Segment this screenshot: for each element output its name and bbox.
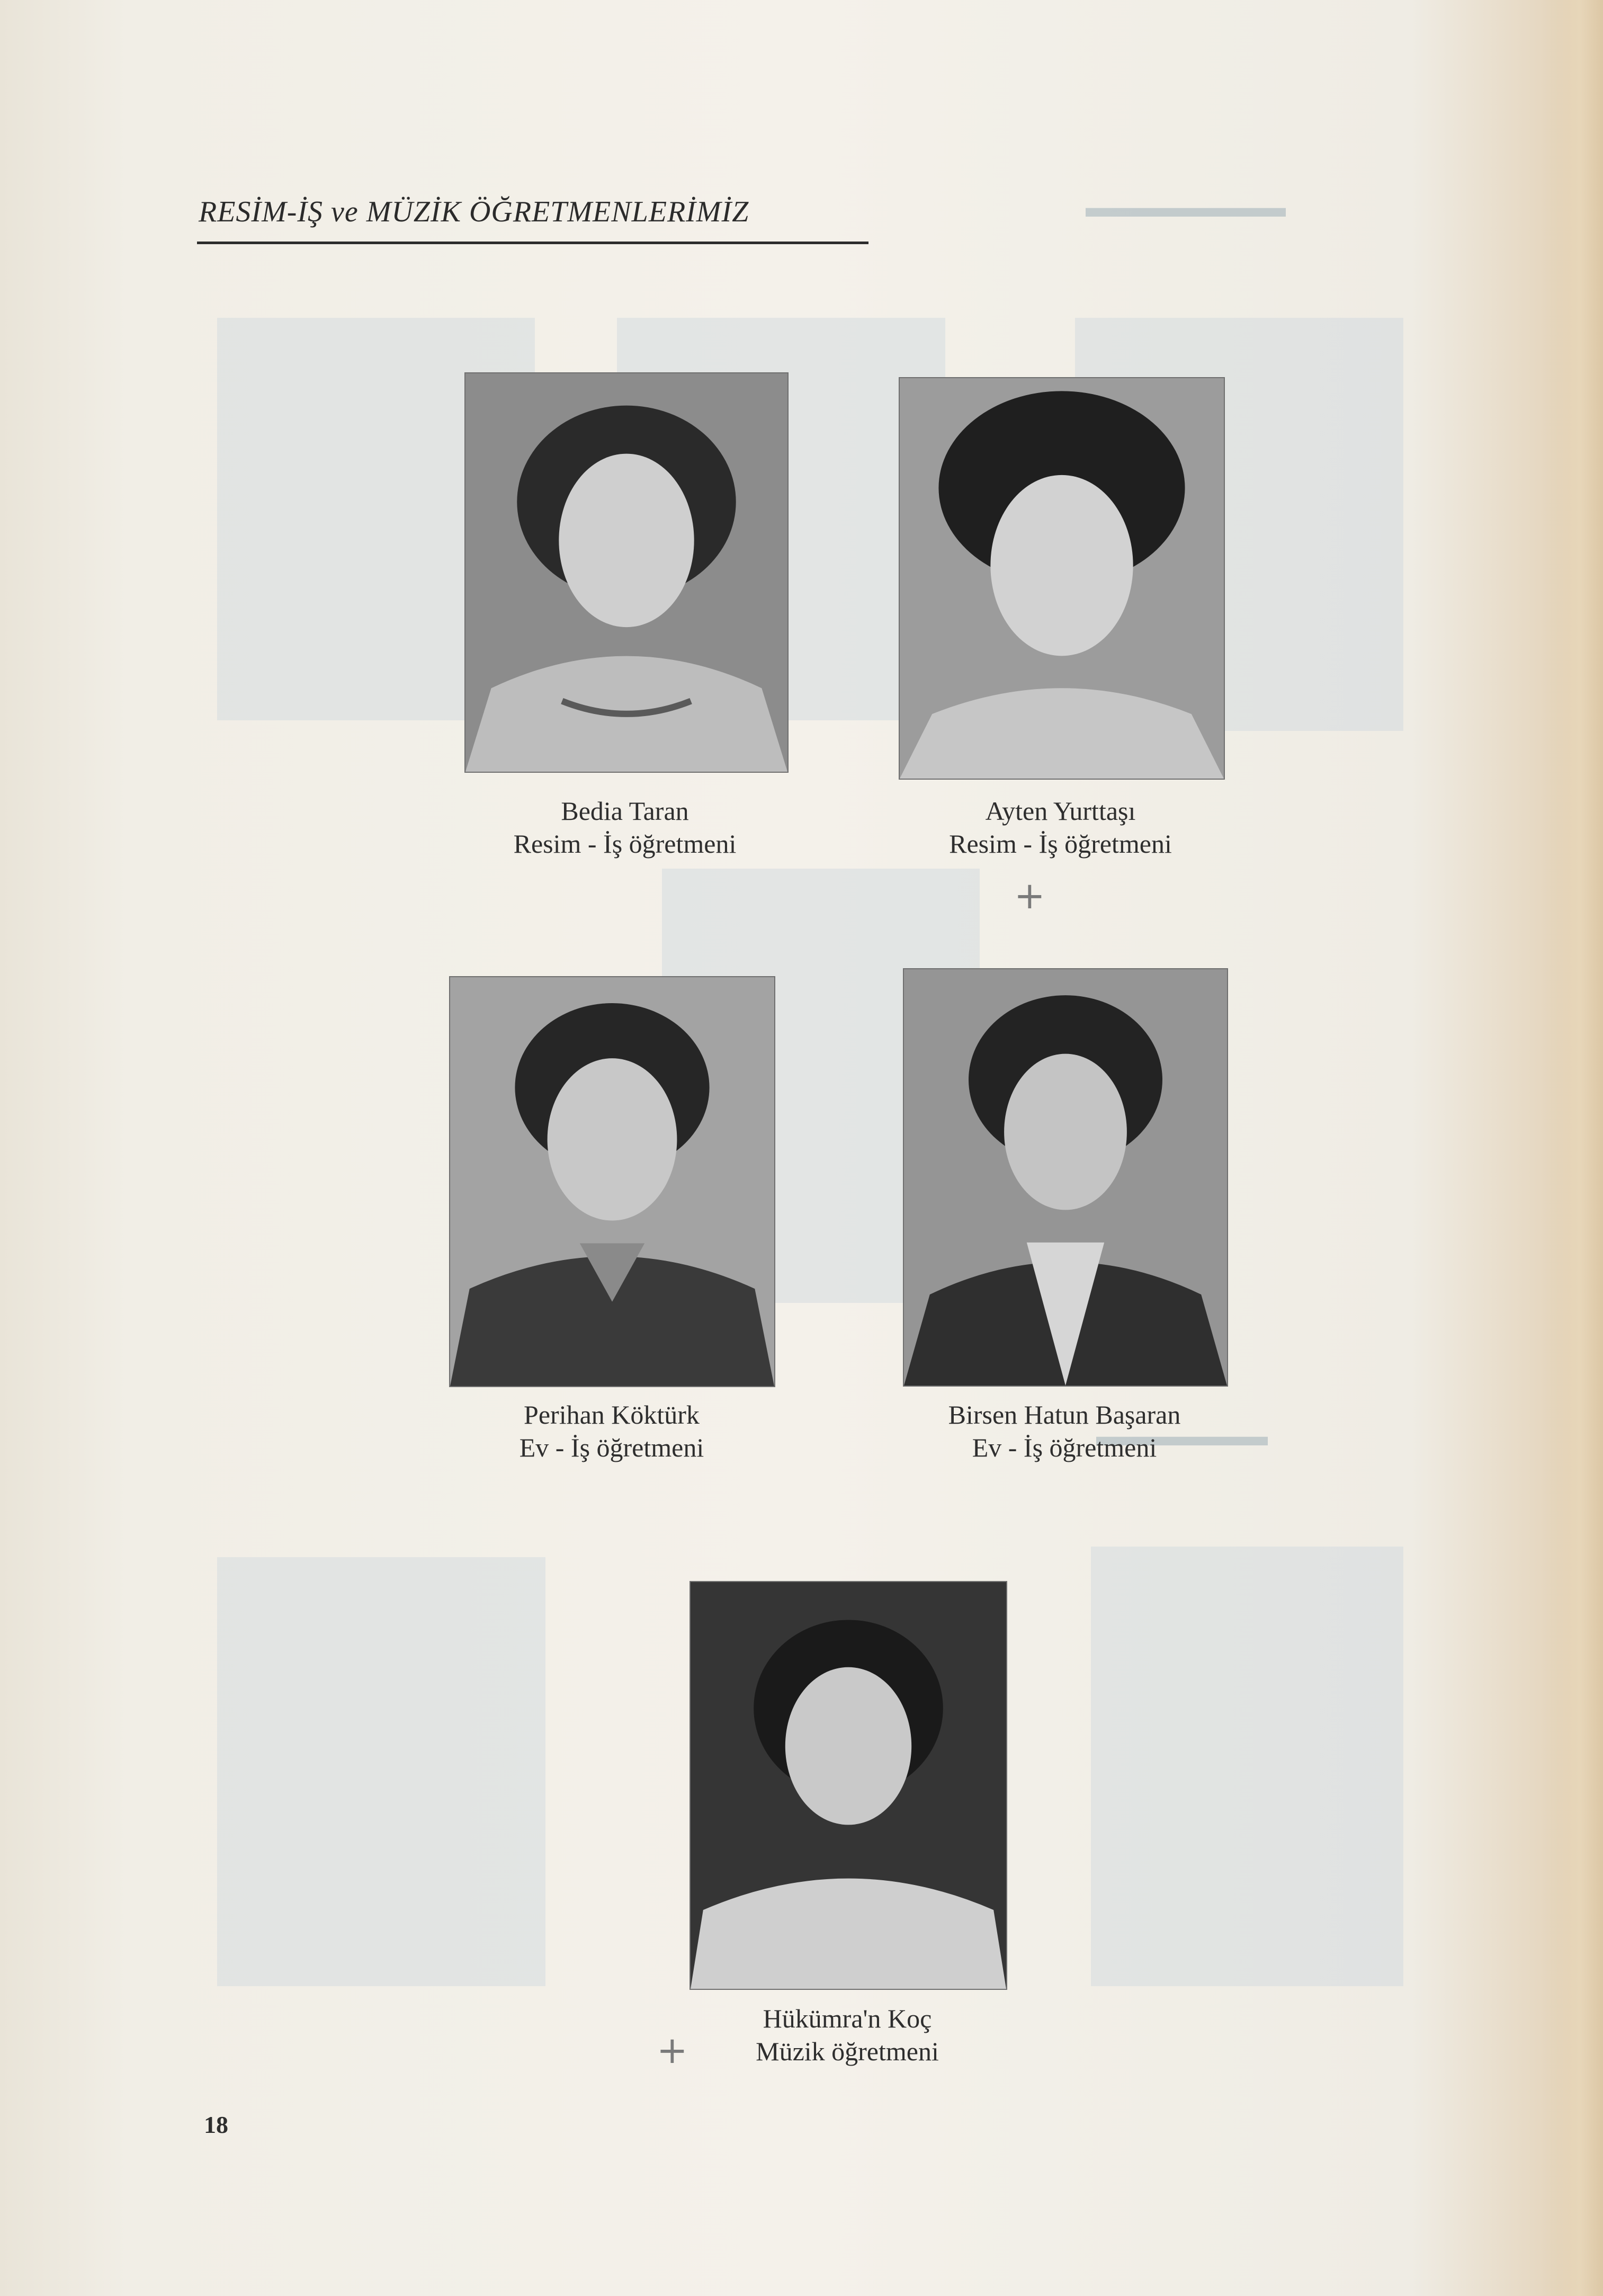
teacher-role: Ev - İş öğretmeni <box>972 1433 1157 1462</box>
teacher-caption <box>895 1398 1234 1464</box>
portrait-icon <box>904 969 1227 1386</box>
teacher-photo <box>899 377 1225 780</box>
teacher-caption <box>688 2002 1006 2068</box>
teacher-photo <box>464 372 789 773</box>
teacher-photo <box>689 1581 1007 1990</box>
teacher-role: Müzik öğretmeni <box>756 2036 939 2066</box>
teacher-role: Ev - İş öğretmeni <box>519 1433 704 1462</box>
portrait-icon <box>900 378 1224 779</box>
teacher-caption <box>900 794 1221 860</box>
page-title: RESİM-İŞ ve MÜZİK ÖĞRETMENLERİMİZ <box>199 195 749 228</box>
page-number: 18 <box>204 2111 228 2138</box>
teacher-name: Ayten Yurttaşı <box>985 796 1136 826</box>
teacher-name: Perihan Köktürk <box>524 1400 700 1430</box>
teacher-name: Bedia Taran <box>561 796 689 826</box>
title-underline <box>197 242 868 244</box>
teacher-name: Birsen Hatun Başaran <box>948 1400 1181 1430</box>
pencil-cross-mark: + <box>657 2029 688 2072</box>
bleed-through-text: ▬▬▬▬▬▬ <box>1096 1420 1268 1452</box>
portrait-icon <box>691 1582 1006 1989</box>
pencil-cross-mark: + <box>1014 874 1045 917</box>
portrait-icon <box>450 977 774 1386</box>
teacher-name: Hükümra'n Koç <box>763 2004 932 2033</box>
yellowed-paper-edge <box>1545 0 1603 2296</box>
teacher-photo <box>903 968 1228 1387</box>
teacher-caption <box>466 794 784 860</box>
portrait-icon <box>465 373 787 772</box>
teacher-role: Resim - İş öğretmeni <box>513 829 737 859</box>
teacher-role: Resim - İş öğretmeni <box>949 829 1172 859</box>
teacher-caption <box>450 1398 773 1464</box>
bleed-through-text: ▬▬▬▬▬▬▬ <box>1086 191 1286 223</box>
bleed-through-photo <box>217 1557 545 1986</box>
teacher-photo <box>449 976 775 1387</box>
bleed-through-photo <box>1091 1547 1403 1986</box>
